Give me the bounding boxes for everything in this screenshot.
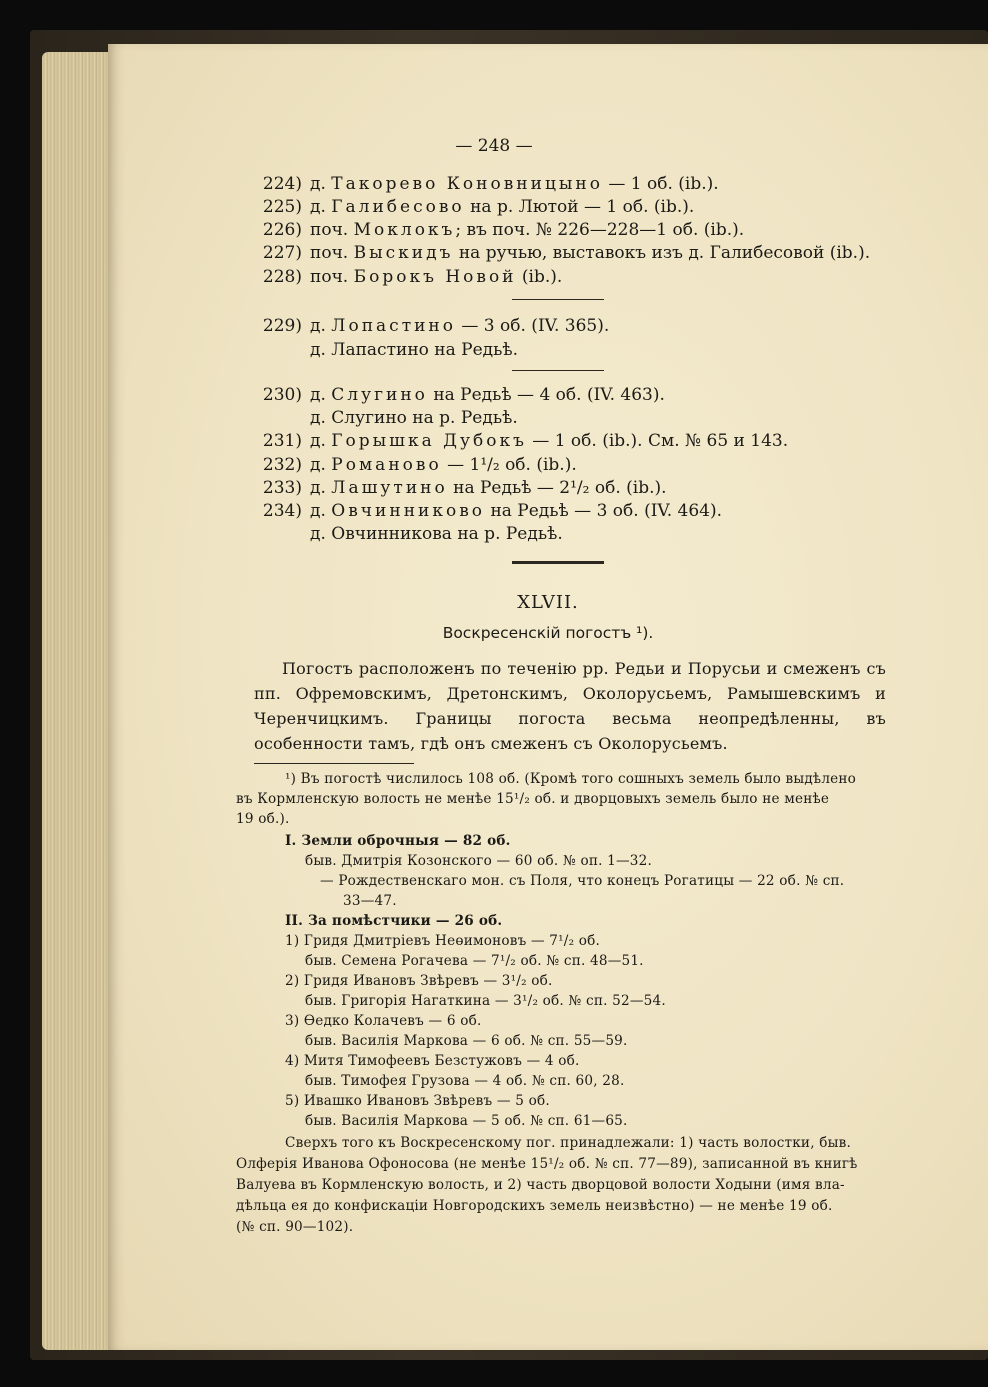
footnote-line: 2) Гридя Ивановъ Звѣревъ — 3¹/₂ об. [285, 973, 553, 989]
page-edges [42, 52, 112, 1350]
entry-226: 226) поч. Моклокъ; въ поч. № 226—228—1 об. (ib.). [262, 220, 745, 240]
entry-229: 229) д. Лопастино — 3 об. (IV. 365). [262, 316, 610, 336]
footnote-line: 33—47. [343, 893, 397, 909]
section-divider [512, 561, 604, 564]
footnote-line: (№ сп. 90—102). [236, 1219, 354, 1235]
footnote-line: Олферія Иванова Офоносова (не менѣе 15¹/₂ об. № сп. 77—89), записанной въ книгѣ [236, 1156, 858, 1172]
footnote-line: 4) Митя Тимофеевъ Безстужовъ — 4 об. [285, 1053, 580, 1069]
entry-234-variant: д. Овчинникова на р. Редьѣ. [310, 524, 563, 544]
entry-231: 231) д. Горышка Дубокъ — 1 об. (ib.). См. № 65 и 143. [262, 431, 789, 451]
section-title: Воскресенскій погостъ ¹). [442, 624, 654, 642]
footnote-line: Валуева въ Кормленскую волость, и 2) часть дворцовой волости Ходыни (имя вла- [236, 1177, 845, 1193]
entry-225: 225) д. Галибесово на р. Лютой — 1 об. (ib.). [262, 197, 695, 217]
entry-230-variant: д. Слугино на р. Редьѣ. [310, 408, 518, 428]
footnote-line: Сверхъ того къ Воскресенскому пог. принадлежали: 1) часть волостки, быв. [285, 1135, 852, 1151]
footnote-line: — Рождественскаго мон. съ Поля, что конецъ Рогатицы — 22 об. № сп. [320, 873, 845, 889]
entry-234: 234) д. Овчинниково на Редьѣ — 3 об. (IV. 464). [262, 501, 723, 521]
footnote-line: быв. Семена Рогачева — 7¹/₂ об. № сп. 48—51. [305, 953, 644, 969]
footnote-line: 3) Өедко Колачевъ — 6 об. [285, 1013, 482, 1029]
footnote-line: быв. Василія Маркова — 5 об. № сп. 61—65. [305, 1113, 628, 1129]
footnote-line: быв. Дмитрія Козонского — 60 об. № оп. 1—32. [305, 853, 653, 869]
footnote-line: ¹) Въ погостѣ числилось 108 об. (Кромѣ того сошныхъ земель было выдѣлено [285, 771, 857, 787]
entry-224: 224) д. Такорево Коновницыно — 1 об. (ib.). [262, 174, 719, 194]
separator-rule [512, 299, 604, 300]
footnote-heading: II. За помѣстчики — 26 об. [285, 913, 503, 929]
footnote-line: 1) Гридя Дмитріевъ Неөимоновъ — 7¹/₂ об. [285, 933, 601, 949]
entry-233: 233) д. Лашутино на Редьѣ — 2¹/₂ об. (ib.). [262, 478, 667, 498]
footnote-rule [254, 763, 414, 764]
page-number: — 248 — [455, 136, 533, 156]
footnote-line: быв. Василія Маркова — 6 об. № сп. 55—59. [305, 1033, 628, 1049]
footnote-line: быв. Григорія Нагаткина — 3¹/₂ об. № сп. 52—54. [305, 993, 666, 1009]
footnote-line: 5) Ивашко Ивановъ Звѣревъ — 5 об. [285, 1093, 550, 1109]
chapter-heading: XLVII. [517, 592, 579, 613]
entry-230: 230) д. Слугино на Редьѣ — 4 об. (IV. 463). [262, 385, 665, 405]
footnote-line: быв. Тимофея Грузова — 4 об. № сп. 60, 28. [305, 1073, 625, 1089]
entry-227: 227) поч. Выскидъ на ручью, выставокъ изъ д. Галибесовой (ib.). [262, 243, 871, 263]
footnote-line: дѣльца ея до конфискаціи Новгородскихъ земель неизвѣстно) — не менѣе 19 об. [236, 1198, 833, 1214]
entry-229-variant: д. Лапастино на Редьѣ. [310, 340, 519, 360]
footnote-heading: I. Земли оброчныя — 82 об. [285, 833, 511, 849]
footnote-line: въ Кормленскую волость не менѣе 15¹/₂ об. и дворцовыхъ земель было не менѣе [236, 791, 830, 807]
entry-232: 232) д. Романово — 1¹/₂ об. (ib.). [262, 455, 577, 475]
separator-rule [512, 370, 604, 371]
entry-228: 228) поч. Борокъ Новой (ib.). [262, 267, 563, 287]
body-paragraph: Погостъ расположенъ по теченію рр. Редьи и Порусьи и смеженъ съ пп. Офремовскимъ, Дретонскимъ, Околорусьемъ, Рамышевскимъ и Черенчицкимъ. Границы погоста весьма неопредѣленны, въ особенности тамъ, гдѣ онъ смеженъ съ Околорусьемъ. [254, 659, 886, 753]
footnote-line: 19 об.). [236, 811, 290, 827]
